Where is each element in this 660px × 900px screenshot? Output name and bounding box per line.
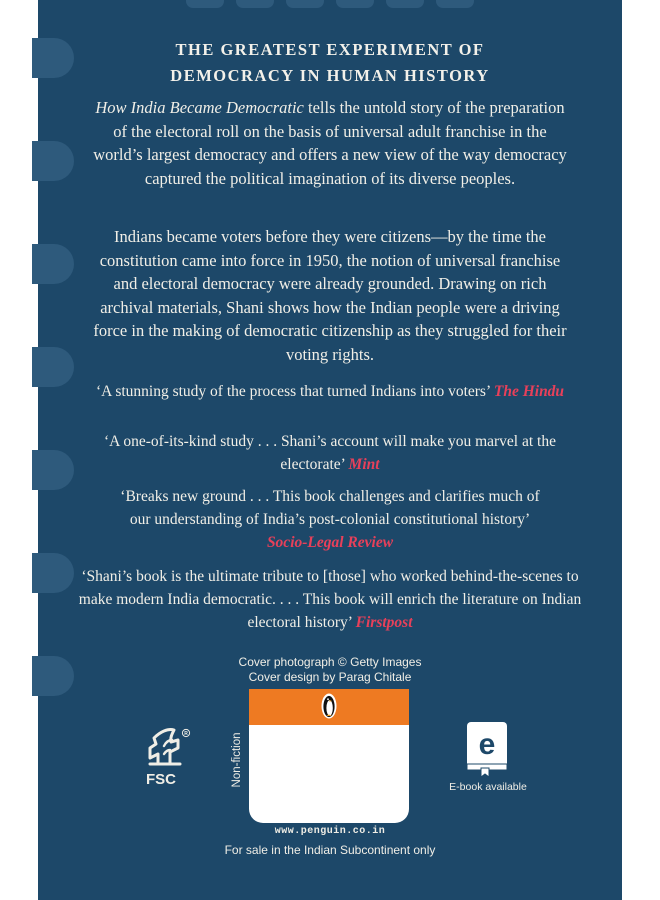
side-tab xyxy=(32,553,74,593)
quote-source: Firstpost xyxy=(355,614,413,631)
svg-text:R: R xyxy=(184,731,188,737)
ebook-available-label: E-book available xyxy=(449,781,527,793)
headline-line-2: DEMOCRACY IN HUMAN HISTORY xyxy=(170,66,490,85)
book-title: How India Became Democratic xyxy=(95,98,304,117)
barcode-area xyxy=(249,725,409,823)
side-tab xyxy=(32,347,74,387)
side-tab xyxy=(32,141,74,181)
design-credit: Cover design by Parag Chitale xyxy=(248,670,412,684)
category-label: Non-fiction xyxy=(231,732,243,788)
top-tab xyxy=(286,0,324,8)
quote-text: ‘Shani’s book is the ultimate tribute to [those] who worked behind-the-scenes to make modern India democratic. . . . This book will enrich the literature on Indian electoral history’ xyxy=(78,568,582,631)
top-tab xyxy=(186,0,224,8)
top-tab xyxy=(386,0,424,8)
side-tab xyxy=(32,244,74,284)
ebook-letter: e xyxy=(478,728,496,761)
review-quote xyxy=(78,565,582,634)
ebook-icon xyxy=(463,720,511,778)
cover-credits xyxy=(38,655,622,685)
sale-note: For sale in the Indian Subcontinent only xyxy=(224,843,436,857)
barcode-box xyxy=(249,689,409,823)
back-cover xyxy=(38,0,622,900)
top-tab xyxy=(436,0,474,8)
publisher-url: www.penguin.co.in xyxy=(274,826,386,837)
quote-text: ‘Breaks new ground . . . This book challenges and clarifies much of our understanding of India’s post-colonial constitutional history’ xyxy=(120,488,540,528)
side-tab xyxy=(32,450,74,490)
penguin-logo-icon xyxy=(321,693,337,719)
fsc-label: FSC xyxy=(146,771,176,788)
headline-line-1: THE GREATEST EXPERIMENT OF xyxy=(175,40,485,59)
review-quote xyxy=(78,430,582,476)
quote-text: ‘A stunning study of the process that turned Indians into voters’ xyxy=(95,383,494,400)
headline xyxy=(38,37,622,89)
publisher-band xyxy=(249,689,409,725)
quote-source: The Hindu xyxy=(493,383,565,400)
photo-credit: Cover photograph © Getty Images xyxy=(238,655,422,669)
review-quote xyxy=(116,485,544,554)
quote-text: ‘A one-of-its-kind study . . . Shani’s account will make you marvel at the electorate’ xyxy=(104,433,556,473)
review-quote xyxy=(78,380,582,403)
fsc-logo-icon xyxy=(136,724,194,790)
quote-source: Mint xyxy=(348,456,380,473)
quote-source: Socio-Legal Review xyxy=(266,534,394,551)
blurb-paragraph-2: Indians became voters before they were citizens—by the time the constitution came into force in 1950, the notion of universal franchise and electoral democracy were already grounded. Drawing on rich archival materials, Shani shows how the Indian people were a driving force in the making of democratic citizenship as they struggled for their voting rights. xyxy=(93,227,567,364)
blurb-paragraph-1 xyxy=(90,96,570,190)
top-tab xyxy=(236,0,274,8)
blurb-text-1: tells the untold story of the preparation of the electoral roll on the basis of universal adult franchise in the world’s largest democracy and offers a new view of the way democracy captured the political imagination of its diverse peoples. xyxy=(93,98,567,188)
top-tab xyxy=(336,0,374,8)
